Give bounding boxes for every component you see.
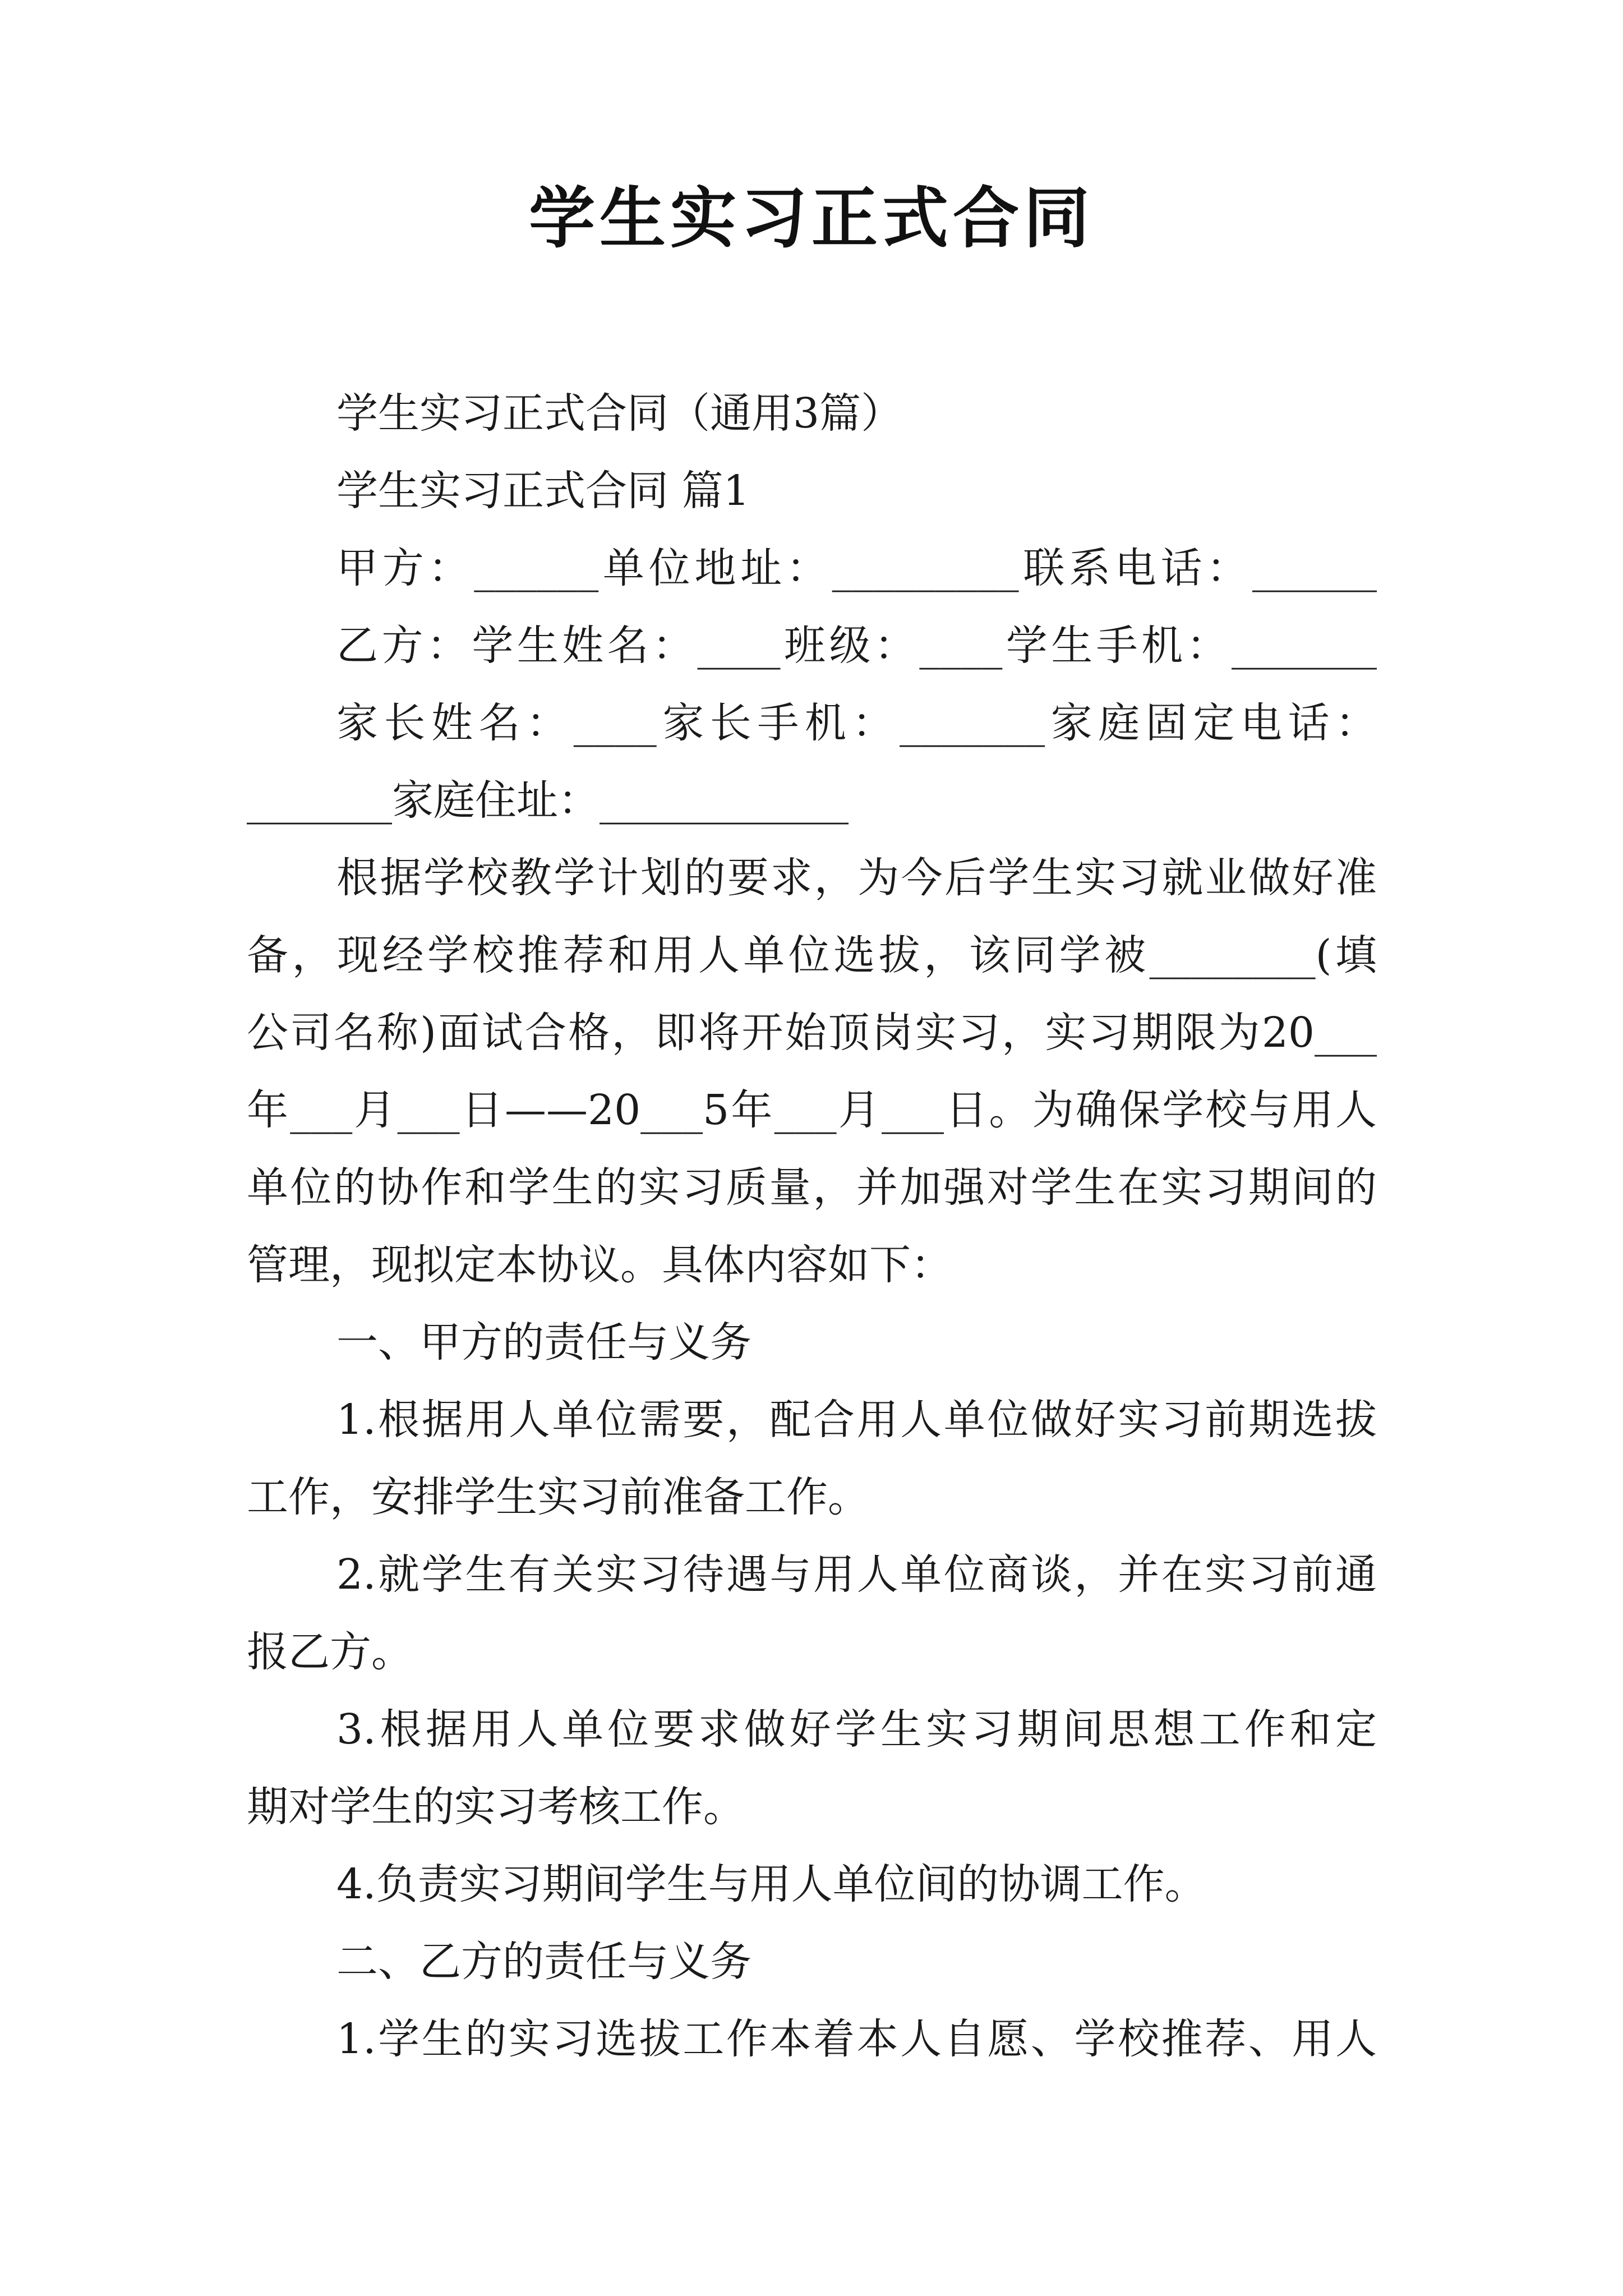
document-title: 学生实习正式合同 (528, 180, 1094, 257)
body-text-line: 备，现经学校推荐和用人单位选拔，该同学被________(填 (247, 931, 1377, 979)
body-text-line: 单位的协作和学生的实习质量，并加强对学生在实习期间的 (247, 1163, 1377, 1212)
home-address-line: _______家庭住址：____________ (247, 776, 849, 825)
clause-item: 1.根据用人单位需要，配合用人单位做好实习前期选拔 (336, 1396, 1377, 1444)
body-text-line: 年___月___日——20___5年___月___日。为确保学校与用人 (247, 1086, 1377, 1134)
body-text-line: 根据学校教学计划的要求，为今后学生实习就业做好准 (336, 854, 1377, 902)
clause-item: 4.负责实习期间学生与用人单位间的协调工作。 (336, 1860, 1206, 1908)
clause-heading: 二、乙方的责任与义务 (336, 1938, 751, 1986)
parent-info-line: 家长姓名：____家长手机：_______家庭固定电话： (336, 699, 1377, 747)
body-text-line: 公司名称)面试合格，即将开始顶岗实习，实习期限为20___ (247, 1009, 1377, 1057)
clause-item: 工作，安排学生实习前准备工作。 (247, 1473, 869, 1521)
clause-item: 2.就学生有关实习待遇与用人单位商谈，并在实习前通 (336, 1550, 1377, 1599)
section-heading: 学生实习正式合同 篇1 (336, 467, 750, 515)
clause-heading: 一、甲方的责任与义务 (336, 1318, 751, 1366)
party-a-line: 甲方：______单位地址：_________联系电话：______ (336, 544, 1377, 592)
body-text-line: 管理，现拟定本协议。具体内容如下： (247, 1241, 952, 1289)
clause-item: 1.学生的实习选拔工作本着本人自愿、学校推荐、用人 (336, 2015, 1377, 2063)
party-b-line: 乙方：学生姓名：____班级：____学生手机：_______ (336, 622, 1377, 670)
clause-item: 报乙方。 (247, 1628, 413, 1676)
clause-item: 期对学生的实习考核工作。 (247, 1783, 745, 1831)
subtitle-line: 学生实习正式合同（通用3篇） (336, 389, 903, 438)
clause-item: 3.根据用人单位要求做好学生实习期间思想工作和定 (336, 1705, 1377, 1754)
